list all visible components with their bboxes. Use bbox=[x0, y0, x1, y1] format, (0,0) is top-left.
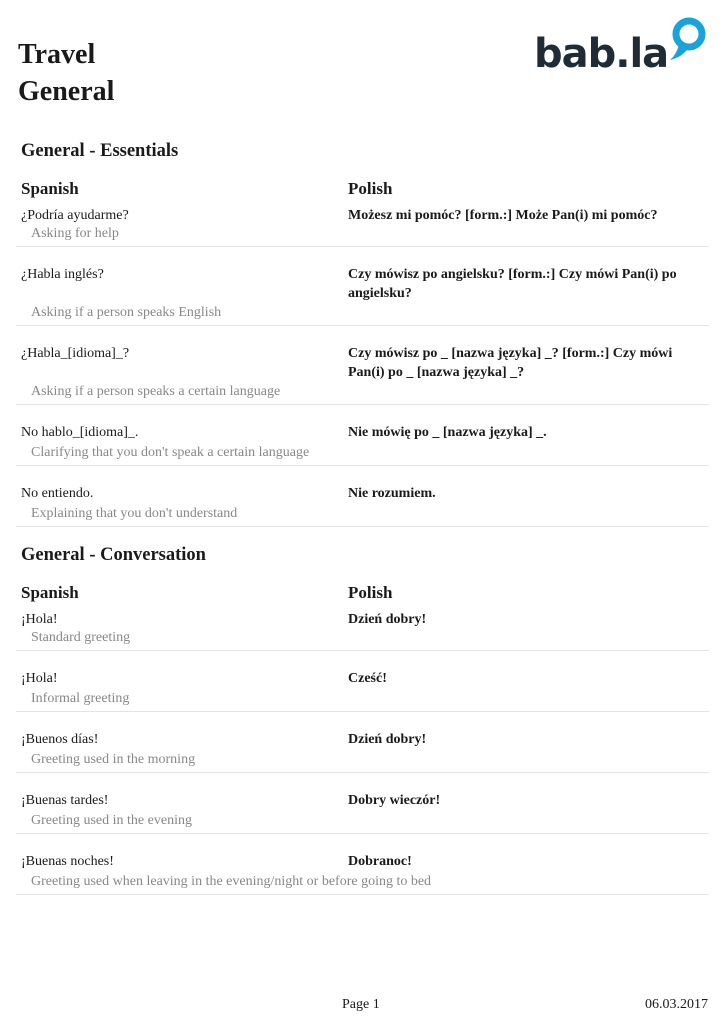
target-language-heading: Polish bbox=[348, 179, 393, 198]
source-phrase: ¿Habla inglés? bbox=[21, 267, 104, 282]
phrase-row bbox=[16, 651, 709, 712]
target-phrase: Nie mówię po _ [nazwa języka] _. bbox=[348, 425, 547, 440]
phrase-note: Explaining that you don't understand bbox=[31, 506, 238, 521]
phrase-note: Informal greeting bbox=[31, 691, 130, 706]
target-phrase: Czy mówisz po angielsku? [form.:] Czy mówi Pan(i) po angielsku? bbox=[348, 267, 677, 301]
phrase-note: Asking if a person speaks English bbox=[31, 305, 222, 320]
phrase-note: Greeting used when leaving in the evening/night or before going to bed bbox=[31, 874, 432, 889]
phrase-note: Asking for help bbox=[31, 226, 119, 241]
target-phrase: Czy mówisz po _ [nazwa języka] _? [form.:] Czy mówi Pan(i) po _ [nazwa języka] _? bbox=[348, 346, 673, 380]
phrase-row bbox=[16, 712, 709, 773]
source-phrase: ¿Habla_[idioma]_? bbox=[21, 346, 130, 361]
phrase-note: Standard greeting bbox=[31, 630, 131, 645]
phrase-note: Clarifying that you don't speak a certain language bbox=[31, 445, 310, 460]
target-phrase: Cześć! bbox=[348, 671, 387, 686]
document-date: 06.03.2017 bbox=[645, 997, 708, 1012]
phrase-row bbox=[16, 326, 709, 405]
phrase-note: Asking if a person speaks a certain language bbox=[31, 384, 281, 399]
source-phrase: ¡Buenos días! bbox=[21, 732, 99, 747]
source-phrase: ¡Buenas noches! bbox=[21, 854, 114, 869]
section-title: General - Conversation bbox=[21, 545, 206, 565]
page-number: Page 1 bbox=[342, 997, 380, 1012]
phrase-row bbox=[16, 466, 709, 527]
source-language-heading: Spanish bbox=[21, 583, 79, 602]
section-title: General - Essentials bbox=[21, 141, 179, 161]
target-phrase: Dobry wieczór! bbox=[348, 793, 441, 808]
source-language-heading: Spanish bbox=[21, 179, 79, 198]
source-phrase: ¡Hola! bbox=[21, 612, 58, 627]
phrase-note: Greeting used in the evening bbox=[31, 813, 192, 828]
target-language-heading: Polish bbox=[348, 583, 393, 602]
phrase-row bbox=[16, 405, 709, 466]
phrase-list bbox=[16, 604, 709, 895]
page-title bbox=[18, 36, 114, 110]
source-phrase: No hablo_[idioma]_. bbox=[21, 425, 139, 440]
logo-text: bab.la bbox=[534, 31, 669, 77]
phrase-row bbox=[16, 834, 709, 895]
target-phrase: Możesz mi pomóc? [form.:] Może Pan(i) mi pomóc? bbox=[348, 208, 658, 223]
phrase-row bbox=[16, 200, 709, 247]
babla-logo bbox=[534, 16, 710, 80]
phrase-row bbox=[16, 247, 709, 326]
phrase-list bbox=[16, 200, 709, 527]
source-phrase: ¿Podría ayudarme? bbox=[21, 208, 129, 223]
source-phrase: ¡Hola! bbox=[21, 671, 58, 686]
source-phrase: No entiendo. bbox=[21, 486, 94, 501]
page-title-line2: General bbox=[18, 76, 115, 107]
target-phrase: Dzień dobry! bbox=[348, 732, 427, 747]
page-title-line1: Travel bbox=[18, 39, 96, 70]
target-phrase: Dzień dobry! bbox=[348, 612, 427, 627]
target-phrase: Dobranoc! bbox=[348, 854, 412, 869]
target-phrase: Nie rozumiem. bbox=[348, 486, 436, 501]
source-phrase: ¡Buenas tardes! bbox=[21, 793, 109, 808]
phrase-row bbox=[16, 773, 709, 834]
phrase-row bbox=[16, 604, 709, 651]
speech-bubble-icon bbox=[669, 16, 709, 62]
phrase-note: Greeting used in the morning bbox=[31, 752, 196, 767]
